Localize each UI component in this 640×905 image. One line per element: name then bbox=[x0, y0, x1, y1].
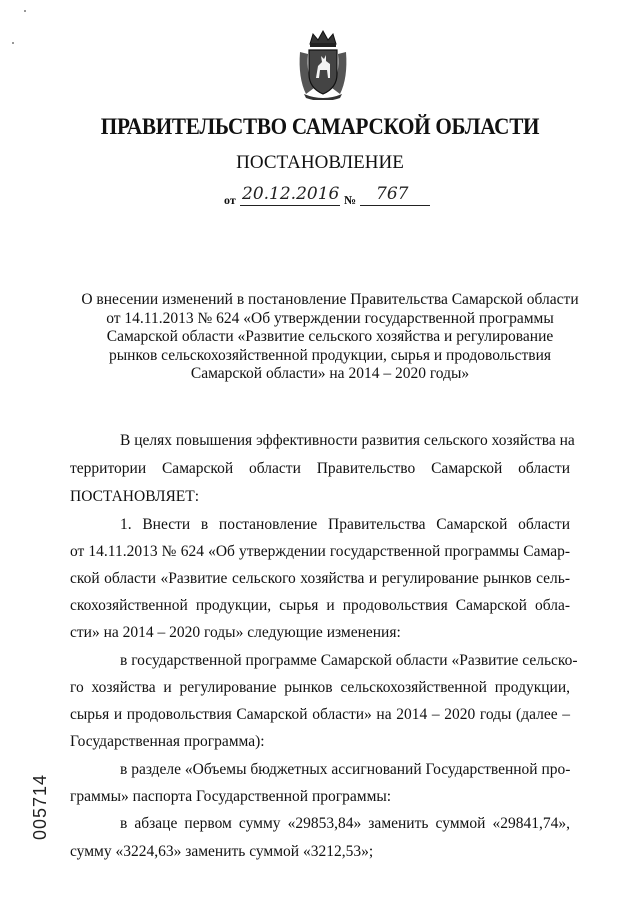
handwritten-number: 767 bbox=[376, 184, 409, 204]
body-line: в разделе «Объемы бюджетных ассигнований Государственной про- bbox=[120, 761, 571, 778]
heading-line: О внесении изменений в постановление Правительства Самарской области bbox=[81, 291, 579, 308]
samara-coat-of-arms-icon bbox=[296, 28, 350, 100]
heading-line: Самарской области» на 2014 – 2020 годы» bbox=[190, 365, 470, 382]
date-underline bbox=[240, 205, 340, 206]
scan-speck bbox=[24, 10, 26, 12]
body-line: территории Самарской области Правительство Самарской области bbox=[70, 460, 570, 477]
body-line: скохозяйственной продукции, сырья и продовольствия Самарской обла- bbox=[70, 597, 570, 614]
government-title: ПРАВИТЕЛЬСТВО САМАРСКОЙ ОБЛАСТИ bbox=[100, 114, 540, 139]
body-line: в абзаце первом сумму «29853,84» заменить суммой «29841,74», bbox=[120, 815, 570, 832]
serial-number: 005714 bbox=[30, 773, 50, 840]
body-line: Государственная программа): bbox=[70, 733, 265, 750]
scan-speck bbox=[12, 42, 14, 44]
body-line: в государственной программе Самарской области «Развитие сельско- bbox=[120, 652, 578, 669]
body-line: сумму «3224,63» заменить суммой «3212,53»; bbox=[70, 843, 374, 860]
handwritten-date: 20.12.2016 bbox=[242, 184, 340, 204]
body-line: ской области «Развитие сельского хозяйства и регулирование рынков сель- bbox=[70, 570, 570, 587]
body-line: граммы» паспорта Государственной программы: bbox=[70, 788, 392, 805]
body-line: го хозяйства и регулирование рынков сельскохозяйственной продукции, bbox=[70, 679, 570, 696]
heading-line: рынков сельскохозяйственной продукции, сырья и продовольствия bbox=[109, 346, 551, 364]
date-prefix: от bbox=[224, 193, 236, 207]
number-underline bbox=[360, 205, 430, 206]
document-heading bbox=[70, 291, 590, 384]
body-line: В целях повышения эффективности развития сельского хозяйства на bbox=[120, 432, 575, 449]
body-line: 1. Внести в постановление Правительства Самарской области bbox=[120, 516, 570, 533]
body-line: ПОСТАНОВЛЯЕТ: bbox=[70, 488, 200, 505]
heading-line: от 14.11.2013 № 624 «Об утверждении государственной программы bbox=[106, 309, 554, 327]
number-prefix: № bbox=[344, 193, 357, 207]
document-type: ПОСТАНОВЛЕНИЕ bbox=[236, 152, 404, 173]
body-line: сырья и продовольствия Самарской области» на 2014 – 2020 годы (далее – bbox=[70, 706, 570, 723]
body-line: от 14.11.2013 № 624 «Об утверждении государственной программы Самар- bbox=[70, 543, 570, 560]
heading-line: Самарской области «Развитие сельского хозяйства и регулирование bbox=[106, 328, 554, 345]
body-line: сти» на 2014 – 2020 годы» следующие изменения: bbox=[70, 624, 401, 641]
